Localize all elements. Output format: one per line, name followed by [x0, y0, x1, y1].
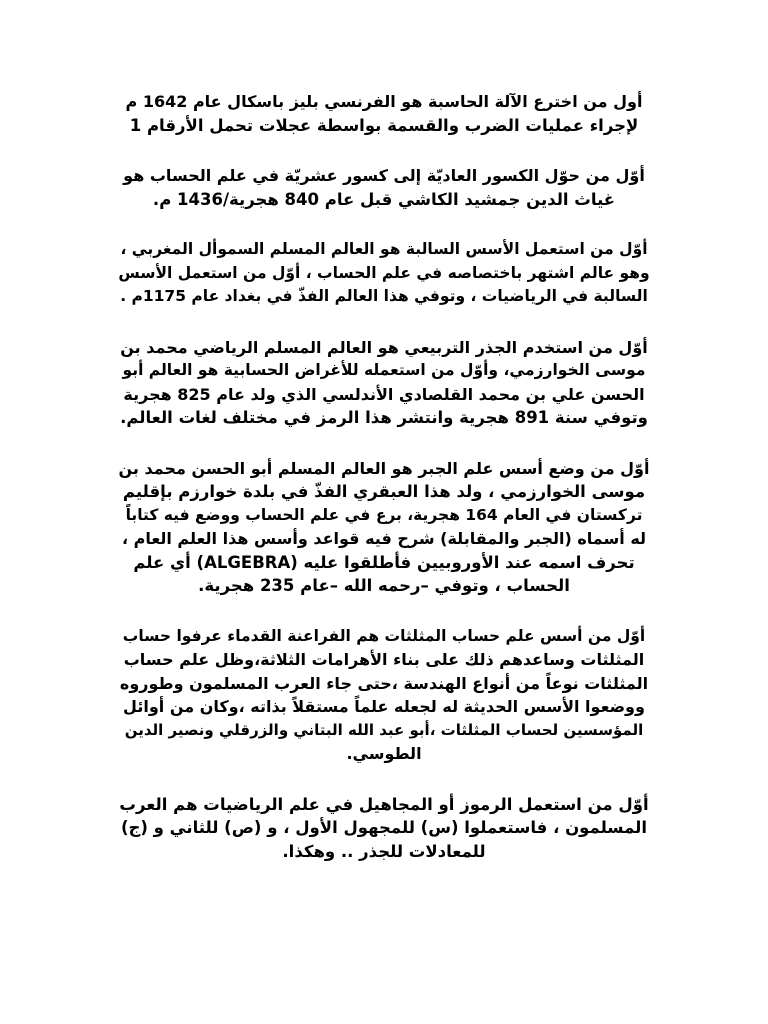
paragraph-algebra: [118, 457, 650, 598]
text-line: المؤسسين لحساب المثلثات ،أبو عبد الله البتاني والزرقلي ونصير الدين: [124, 720, 644, 739]
document-page: [118, 90, 650, 890]
text-line: موسى الخوارزمي، وأوّل من استعمله للأغراض الحسابية هو العالم أبو: [122, 361, 646, 379]
text-line: أوّل من استخدم الجذر التربيعي هو العالم المسلم الرياضي محمد بن: [120, 337, 648, 357]
text-line: وهو عالم اشتهر باختصاصه في علم الحساب ، أوّل من استعمل الأسس: [118, 263, 650, 282]
text-line: المثلثات نوعاً من أنواع الهندسة ،حتى جاء العرب المسلمون وطوروه: [119, 673, 649, 693]
text-line: أوّل من استعمل الأسس السالبة هو العالم المسلم السموأل المغربي ،: [120, 240, 648, 258]
paragraph-decimal-fractions: [118, 164, 650, 211]
text-line: وتوفي سنة 891 هجرية وانتشر هذا الرمز في مختلف لغات العالم.: [120, 408, 648, 427]
text-line: الحساب ، وتوفي –رحمه الله –عام 235 هجرية.: [198, 576, 570, 595]
paragraph-square-root: [118, 336, 650, 430]
text-line: موسى الخوارزمي ، ولد هذا العبقري الفذّ في بلدة خوارزم بإقليم: [122, 482, 646, 501]
text-line: المثلثات وساعدهم ذلك على بناء الأهرامات الثلاثة،وظل علم حساب: [123, 650, 645, 669]
text-line: ووضعوا الأسس الحديثة له لجعله علماً مستقلاً بذاته ،وكان من أوائل: [123, 697, 645, 716]
text-line: أول من اخترع الآلة الحاسبة هو الفرنسي بليز باسكال عام 1642 م: [125, 92, 643, 111]
text-line: الطوسي.: [346, 744, 422, 763]
paragraph-negative-exponents: [118, 238, 650, 309]
text-line: غياث الدين جمشيد الكاشي قبل عام 840 هجرية/1436 م.: [152, 189, 616, 209]
text-line: له أسماه (الجبر والمقابلة) شرح فيه قواعد وأسس هذا العلم العام ،: [121, 529, 647, 548]
text-line: لإجراء عمليات الضرب والقسمة بواسطة عجلات تحمل الأرقام 1: [129, 115, 639, 135]
text-line: للمعادلات للجذر .. وهكذا.: [282, 841, 486, 861]
text-line: الحسن علي بن محمد القلصادي الأندلسي الذي ولد عام 825 هجرية: [123, 384, 645, 404]
text-line: أوّل من حوّل الكسور العاديّة إلى كسور عشريّة في علم الحساب هو: [123, 166, 645, 185]
text-line: أوّل من وضع أسس علم الجبر هو العالم المسلم أبو الحسن محمد بن: [118, 458, 650, 478]
text-line: تركستان في العام 164 هجرية، برع في علم الحساب ووضع فيه كتاباً: [125, 505, 643, 524]
text-line: تحرف اسمه عند الأوروبيين فأطلقوا عليه (ALGEBRA) أي علم: [133, 552, 635, 572]
paragraph-symbols: [118, 793, 650, 864]
text-line: السالبة في الرياضيات ، وتوفي هذا العالم الفذّ في بغداد عام 1175م .: [120, 287, 648, 305]
paragraph-trigonometry: [118, 625, 650, 766]
text-line: المسلمون ، فاستعملوا (س) للمجهول الأول ، و (ص) للثاني و (ج): [120, 818, 648, 837]
text-line: أوّل من استعمل الرموز أو المجاهيل في علم الرياضيات هم العرب: [119, 794, 649, 814]
paragraph-calculator: [118, 90, 650, 137]
text-line: أوّل من أسس علم حساب المثلثات هم الفراعنة القدماء عرفوا حساب: [122, 626, 646, 645]
